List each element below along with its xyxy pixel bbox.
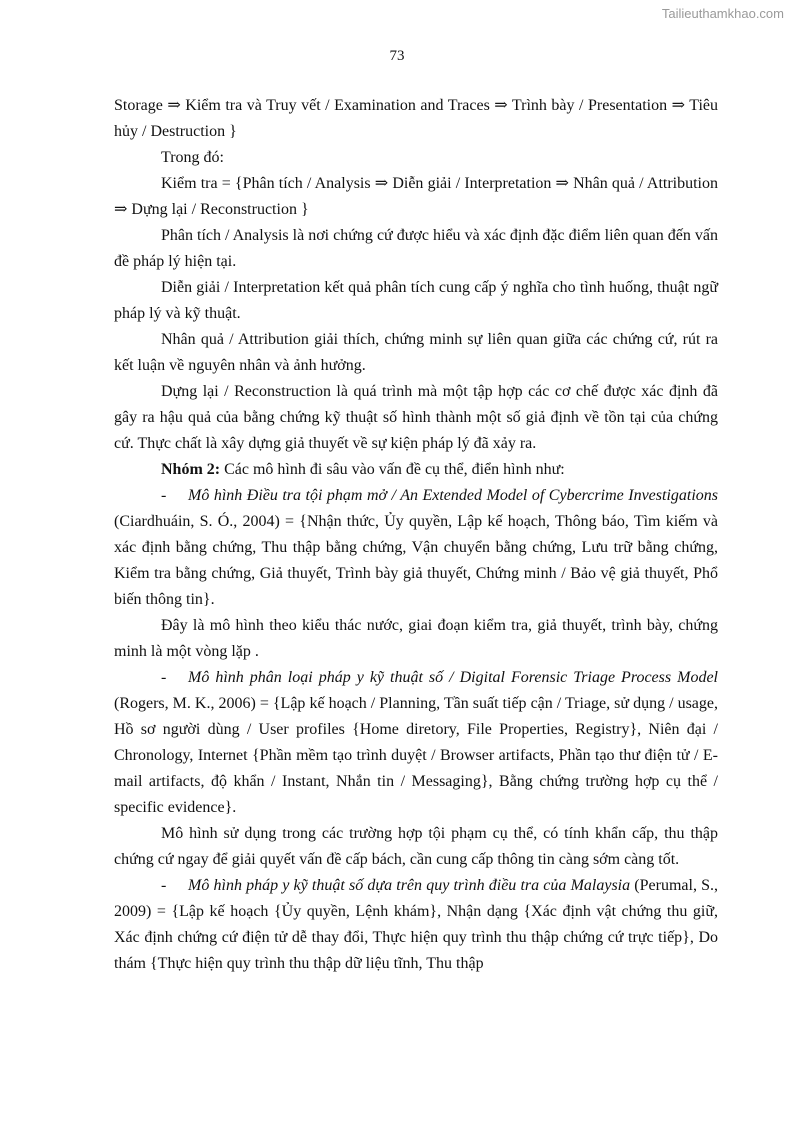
- paragraph: Diễn giải / Interpretation kết quả phân tích cung cấp ý nghĩa cho tình huống, thuật ngữ pháp lý và kỹ thuật.: [114, 279, 718, 322]
- section-heading-paragraph: [114, 457, 718, 483]
- paragraph: Đây là mô hình theo kiểu thác nước, giai đoạn kiểm tra, giả thuyết, trình bày, chứng minh là một vòng lặp .: [114, 617, 718, 660]
- list-dash: -: [161, 669, 167, 686]
- paragraph: Mô hình sử dụng trong các trường hợp tội phạm cụ thể, có tính khẩn cấp, thu thập chứng cứ ngay để giải quyết vấn đề cấp bách, cần cung cấp thông tin càng sớm càng tốt.: [114, 825, 718, 868]
- list-item: [114, 873, 718, 977]
- group-label: Nhóm 2:: [161, 461, 221, 478]
- model-title: Mô hình Điều tra tội phạm mở / An Extended Model of Cybercrime Investigations: [188, 487, 718, 504]
- group-description: Các mô hình đi sâu vào vấn đề cụ thể, điển hình như:: [220, 461, 565, 478]
- page-number: 73: [389, 48, 405, 64]
- paragraph: Kiểm tra = {Phân tích / Analysis ⇒ Diễn giải / Interpretation ⇒ Nhân quả / Attribution ⇒ Dựng lại / Reconstruction }: [114, 175, 718, 218]
- model-title: Mô hình pháp y kỹ thuật số dựa trên quy trình điều tra của Malaysia: [188, 877, 631, 894]
- model-title: Mô hình phân loại pháp y kỹ thuật số / Digital Forensic Triage Process Model: [188, 669, 718, 686]
- paragraph: Dựng lại / Reconstruction là quá trình mà một tập hợp các cơ chế được xác định đã gây ra hậu quả của bằng chứng kỹ thuật số hình thành một số giả định về tồn tại của chứng cứ. Thực chất là xây dựng giả thuyết về sự kiện pháp lý đã xảy ra.: [114, 383, 718, 452]
- paragraph: Nhân quả / Attribution giải thích, chứng minh sự liên quan giữa các chứng cứ, rút ra kết luận về nguyên nhân và ảnh hưởng.: [114, 331, 718, 374]
- paragraph: Storage ⇒ Kiểm tra và Truy vết / Examination and Traces ⇒ Trình bày / Presentation ⇒ Tiêu hủy / Destruction }: [114, 97, 718, 140]
- model-description: (Ciardhuáin, S. Ó., 2004) = {Nhận thức, Ủy quyền, Lập kế hoạch, Thông báo, Tìm kiếm và xác định bằng chứng, Thu thập bằng chứng, Vận chuyển bằng chứng, Lưu trữ bằng chứng, Kiểm tra bằng chứng, Giả thuyết, Trình bày giả thuyết, Chứng minh / Bảo vệ giả thuyết, Phổ biến thông tin}.: [114, 513, 718, 608]
- paragraph: Phân tích / Analysis là nơi chứng cứ được hiểu và xác định đặc điểm liên quan đến vấn đề pháp lý hiện tại.: [114, 227, 718, 270]
- document-body: [114, 93, 718, 977]
- list-dash: -: [161, 877, 167, 894]
- list-item: [114, 483, 718, 613]
- watermark: Tailieuthamkhao.com: [661, 6, 784, 21]
- model-description: (Rogers, M. K., 2006) = {Lập kế hoạch / Planning, Tần suất tiếp cận / Triage, sử dụng / usage, Hồ sơ người dùng / User profiles {Home diretory, File Properties, Registry}, Niên đại / Chronology, Internet {Phần mềm tạo trình duyệt / Browser artifacts, Phần tạo thư điện tử / E-mail artifacts, độ khẩn / Instant, Nhắn tin / Messaging}, Bằng chứng trường hợp cụ thể / specific evidence}.: [114, 695, 718, 816]
- list-dash: -: [161, 487, 167, 504]
- list-item: [114, 665, 718, 821]
- model-description: (Perumal, S., 2009) = {Lập kế hoạch {Ủy quyền, Lệnh khám}, Nhận dạng {Xác định vật chứng thu giữ, Xác định chứng cứ điện tử dễ thay đổi, Thực hiện quy trình thu thập chứng cứ trực tiếp}, Do thám {Thực hiện quy trình thu thập dữ liệu tĩnh, Thu thập: [114, 877, 719, 972]
- paragraph: Trong đó:: [161, 149, 224, 166]
